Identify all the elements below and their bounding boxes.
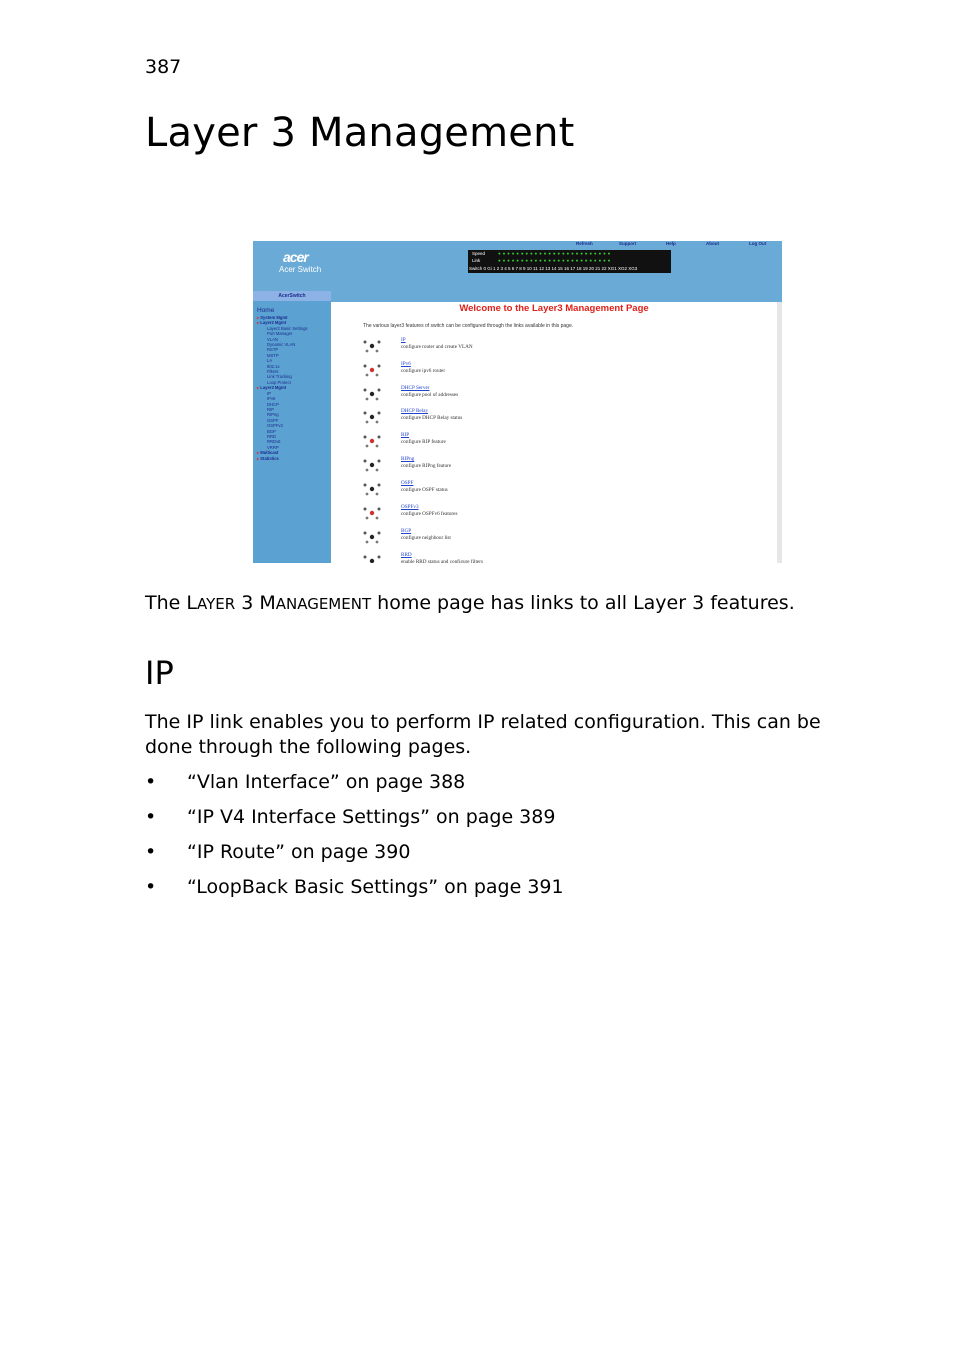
brand-subtitle: Acer Switch <box>279 265 322 274</box>
sidebar-item[interactable]: Filters <box>267 369 279 375</box>
caption-3m: 3 M <box>235 592 276 614</box>
caption-pre: The <box>145 592 187 614</box>
bullet-text[interactable]: “IP V4 Interface Settings” on page 389 <box>187 806 556 828</box>
section-title: IP <box>145 654 174 692</box>
scrollbar[interactable] <box>777 302 782 563</box>
feature-description: configure RIP feature <box>401 439 446 445</box>
sidebar-item[interactable]: OSPFv3 <box>267 423 283 429</box>
speed-leds: ● ● ● ● ● ● ● ● ● ● ● ● ● ● ● ● ● ● ● ● ● ● ● ● ● <box>498 251 611 256</box>
bullet-icon: • <box>145 876 157 898</box>
network-icon <box>361 410 383 424</box>
nav-logout[interactable]: Log Out <box>749 241 767 246</box>
screenshot-header <box>253 241 782 301</box>
feature-link[interactable]: OSPF <box>401 480 414 486</box>
sidebar-item[interactable]: DHCP <box>267 401 279 407</box>
sidebar-item[interactable]: IP <box>267 390 271 396</box>
network-icon <box>361 363 383 377</box>
network-icon <box>361 458 383 472</box>
network-icon <box>361 506 383 520</box>
network-icon <box>361 434 383 448</box>
network-icon <box>361 554 383 563</box>
feature-description: configure OSPF status <box>401 487 448 493</box>
nav-about[interactable]: About <box>706 241 719 246</box>
network-icon <box>361 387 383 401</box>
caption-layer-cap: L <box>186 592 197 614</box>
switch-ui-screenshot <box>253 241 782 563</box>
sidebar-item[interactable]: LA <box>267 358 273 364</box>
sidebar-item[interactable]: Link Tracking <box>267 374 292 380</box>
section-paragraph: The IP link enables you to perform IP related configuration. This can be done through the following pages. <box>145 711 821 758</box>
sidebar-item[interactable]: RRDv6 <box>267 439 281 445</box>
bullet-icon: • <box>145 806 157 828</box>
feature-link[interactable]: BGP <box>401 528 412 534</box>
feature-description: configure neighbour list <box>401 535 451 541</box>
feature-description: configure OSPFv6 features <box>401 511 458 517</box>
sidebar-item[interactable]: RIPng <box>267 412 279 418</box>
main-content <box>331 302 777 563</box>
network-icon <box>361 339 383 353</box>
sidebar-item[interactable]: VLAN <box>267 336 278 342</box>
feature-link[interactable]: OSPFv3 <box>401 504 419 510</box>
sidebar-item[interactable]: BGP <box>267 428 276 434</box>
feature-link[interactable]: RIPng <box>401 456 415 462</box>
nav-support[interactable]: Support <box>619 241 637 246</box>
sidebar-item[interactable]: RSTP <box>267 347 279 353</box>
sidebar-header: AcerSwitch <box>253 291 331 301</box>
nav-refresh[interactable]: Refresh <box>576 241 593 246</box>
sidebar-item[interactable]: OSPF <box>267 417 279 423</box>
sidebar-item[interactable]: MSTP <box>267 352 279 358</box>
page-number: 387 <box>145 56 182 78</box>
figure-caption <box>145 592 795 614</box>
network-icon <box>361 482 383 496</box>
bullet-icon: • <box>145 841 157 863</box>
acer-logo: acer <box>283 249 308 265</box>
nav-help[interactable]: Help <box>666 241 676 246</box>
sidebar-item[interactable]: ▸ Multicast <box>257 450 308 455</box>
speed-label: Speed <box>472 251 486 256</box>
sidebar-item[interactable]: IPv6 <box>267 396 276 402</box>
sidebar-item[interactable]: Dynamic VLAN <box>267 342 296 348</box>
feature-description: configure pool of addresses <box>401 392 459 398</box>
sidebar-item[interactable]: Port Manager <box>267 331 293 337</box>
sidebar <box>253 291 331 563</box>
feature-description: configure router and create VLAN <box>401 344 473 350</box>
feature-description: configure DHCP Relay status <box>401 415 463 421</box>
bullet-text[interactable]: “LoopBack Basic Settings” on page 391 <box>187 876 564 898</box>
port-numbers: Switch 0 Gi 1 2 3 4 5 6 7 8 9 10 11 12 13 14 15 16 17 18 19 20 21 22 XG1 XG2 XG3 <box>469 266 638 271</box>
sidebar-menu <box>257 307 308 461</box>
welcome-heading: Welcome to the Layer3 Management Page <box>459 303 649 314</box>
port-status-panel <box>468 250 671 273</box>
caption-post: home page has links to all Layer 3 features. <box>371 592 795 614</box>
feature-description: enable RRD status and configure filters <box>401 559 483 563</box>
sidebar-item[interactable]: RRD <box>267 433 277 439</box>
feature-link[interactable]: RIP <box>401 432 410 438</box>
sidebar-item[interactable]: ▸ Layer2 Mgmt <box>257 320 308 325</box>
caption-management-small: ANAGEMENT <box>275 595 372 613</box>
sidebar-item[interactable]: Loop Protect <box>267 379 291 385</box>
link-label: Link <box>472 258 481 263</box>
bullet-text[interactable]: “Vlan Interface” on page 388 <box>187 771 466 793</box>
feature-link[interactable]: IPv6 <box>401 361 411 367</box>
caption-layer-small: AYER <box>196 595 236 613</box>
feature-link[interactable]: DHCP Server <box>401 385 430 391</box>
sidebar-item[interactable]: Layer2 Basic Settings <box>267 325 308 331</box>
sidebar-item[interactable]: RIP <box>267 406 274 412</box>
network-icon <box>361 530 383 544</box>
bullet-icon: • <box>145 771 157 793</box>
feature-link[interactable]: IP <box>401 337 406 343</box>
feature-link[interactable]: RRD <box>401 552 412 558</box>
feature-description: configure ipv6 router <box>401 368 446 374</box>
sidebar-item[interactable]: ▸ Layer3 Mgmt <box>257 385 308 390</box>
sidebar-item[interactable]: Home <box>257 307 275 314</box>
sidebar-item[interactable]: ▸ System Mgmt <box>257 315 308 320</box>
bullet-text[interactable]: “IP Route” on page 390 <box>187 841 411 863</box>
sidebar-item[interactable]: 802.1x <box>267 363 280 369</box>
intro-text: The various layer3 features of switch can be configured through the links available in this page. <box>363 323 574 329</box>
feature-description: configure RIPng feature <box>401 463 452 469</box>
sidebar-item[interactable]: ▸ Statistics <box>257 456 308 461</box>
page-title: Layer 3 Management <box>145 110 575 156</box>
feature-link[interactable]: DHCP Relay <box>401 408 429 414</box>
sidebar-item[interactable]: VRRP <box>267 444 279 450</box>
link-leds: ● ● ● ● ● ● ● ● ● ● ● ● ● ● ● ● ● ● ● ● ● ● ● ● ● <box>498 258 611 263</box>
